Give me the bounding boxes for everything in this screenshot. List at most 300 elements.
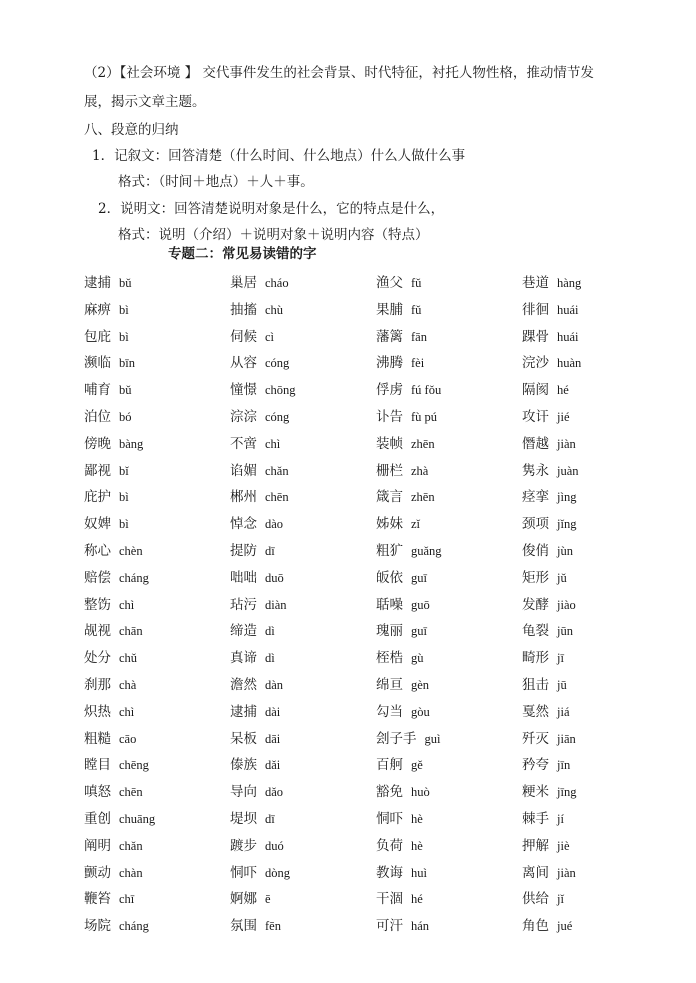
word-entry [522,781,644,808]
word-pinyin: cháng [119,570,149,585]
word-pinyin: fù pú [411,409,438,424]
word-pinyin: fèi [411,356,425,371]
word-pinyin: jǐ [557,892,564,907]
word-entry [522,567,644,594]
word-pinyin: chǔ [119,651,138,666]
word-text: 藩篱 [376,328,403,345]
word-pinyin: chēn [119,785,143,800]
word-pinyin: hè [411,838,423,853]
word-text: 箴言 [376,489,403,506]
word-entry [230,620,376,647]
word-entry [84,299,230,326]
word-pinyin: jué [557,919,573,934]
word-entry [522,915,644,942]
word-text: 矜夸 [522,757,549,774]
word-entry [84,352,230,379]
word-pinyin: guì [424,731,441,746]
word-text: 负荷 [376,837,403,854]
word-entry [522,460,644,487]
word-pinyin: jié [557,409,570,424]
word-text: 鞭笞 [84,891,111,908]
word-text: 供给 [522,891,549,908]
word-pinyin: dài [265,704,281,719]
narrative-item: 1．记叙文：回答清楚（什么时间、什么地点）什么人做什么事 [92,148,466,164]
word-text: 渔父 [376,275,403,291]
word-text: 整饬 [84,596,111,613]
word-pinyin: gě [411,758,423,773]
word-pinyin: dàn [265,677,284,692]
word-entry [522,272,644,299]
word-text: 颈项 [522,516,549,533]
expository-item: 2．说明文：回答清楚说明对象是什么，它的特点是什么， [98,201,445,217]
word-entry [230,862,376,889]
word-pinyin: bì [119,490,129,505]
word-entry [376,915,522,942]
word-pinyin: dī [265,811,275,826]
word-entry [376,540,522,567]
word-text: 抽搐 [230,301,257,318]
word-text: 傍晚 [84,435,111,452]
word-text: 瑰丽 [376,623,403,640]
word-entry [522,513,644,540]
word-text: 踱步 [230,837,257,854]
word-text: 戛然 [522,703,549,720]
word-pinyin: zǐ [411,517,421,532]
word-text: 粗犷 [376,542,403,559]
word-pinyin: chēn [265,490,289,505]
word-pinyin: jī [557,651,564,666]
word-pinyin: hè [411,811,423,826]
word-entry [230,540,376,567]
word-entry [230,326,376,353]
word-text: 麻痹 [84,301,111,318]
word-pinyin: huàn [557,356,582,371]
word-entry [376,647,522,674]
word-entry [84,272,230,299]
word-text: 濒临 [84,355,111,372]
word-entry [230,594,376,621]
word-entry [522,433,644,460]
word-entry [230,567,376,594]
word-text: 徘徊 [522,301,549,318]
word-text: 讣告 [376,408,403,425]
word-pinyin: bīn [119,356,135,371]
word-pinyin: gèn [411,677,430,692]
word-text: 伺候 [230,328,257,345]
word-text: 恫吓 [230,864,257,881]
word-text: 鄙视 [84,462,111,479]
word-text: 傣族 [230,757,257,774]
word-entry [230,728,376,755]
word-entry [376,486,522,513]
word-pinyin: fǔ [411,302,422,317]
word-pinyin: diàn [265,597,287,612]
word-entry [522,299,644,326]
word-entry [522,352,644,379]
word-text: 矩形 [522,569,549,586]
word-pinyin: bì [119,302,129,317]
word-text: 重创 [84,810,111,827]
word-entry [84,567,230,594]
word-text: 俘虏 [376,382,403,399]
word-pinyin: chèn [119,543,143,558]
word-text: 婀娜 [230,891,257,908]
word-text: 姊妹 [376,516,403,533]
word-entry [230,299,376,326]
word-text: 颤动 [84,864,111,881]
word-entry [522,862,644,889]
word-text: 痉挛 [522,489,549,506]
word-text: 狙击 [522,676,549,693]
word-pinyin: chì [119,704,135,719]
word-entry [376,352,522,379]
word-pinyin: chì [119,597,135,612]
word-pinyin: jí [557,811,564,826]
word-text: 不啻 [230,435,257,452]
word-text: 炽热 [84,703,111,720]
word-text: 嗔怒 [84,784,111,801]
word-entry [84,620,230,647]
word-pinyin: guǎng [411,543,442,558]
word-text: 粗糙 [84,730,111,747]
word-text: 僭越 [522,435,549,452]
word-text: 咄咄 [230,569,257,586]
word-entry [376,674,522,701]
word-entry [230,486,376,513]
word-entry [84,888,230,915]
word-entry [522,835,644,862]
word-text: 角色 [522,918,549,935]
word-entry [84,728,230,755]
word-pinyin: dì [265,651,275,666]
word-entry [230,781,376,808]
word-text: 龟裂 [522,623,549,640]
word-entry [376,728,522,755]
word-text: 导向 [230,784,257,801]
word-entry [522,647,644,674]
word-pinyin: jiè [557,838,570,853]
word-text: 澹然 [230,676,257,693]
word-entry [230,647,376,674]
expository-format: 格式：说明（介绍）＋说明对象＋说明内容（特点） [118,227,429,243]
word-text: 百舸 [376,757,403,774]
word-text: 发酵 [522,596,549,613]
word-pinyin: chuāng [119,811,156,826]
word-entry [376,620,522,647]
word-pinyin: guī [411,624,427,639]
word-entry [230,754,376,781]
word-pinyin: chī [119,892,135,907]
word-text: 押解 [522,837,549,854]
word-pinyin: jīn [557,758,571,773]
word-entry [230,674,376,701]
word-text: 场院 [84,918,111,935]
word-pinyin: bàng [119,436,144,451]
word-pinyin: jùn [557,543,573,558]
word-entry [230,379,376,406]
word-entry [522,754,644,781]
word-text: 刹那 [84,676,111,693]
word-text: 踝骨 [522,328,549,345]
word-text: 装帧 [376,435,403,452]
word-text: 豁免 [376,784,403,801]
word-entry [376,835,522,862]
word-entry [522,486,644,513]
word-pinyin: ē [265,892,271,907]
word-entry [522,888,644,915]
word-pinyin: jiàn [557,436,576,451]
word-entry [230,433,376,460]
word-text: 巢居 [230,275,257,291]
word-pinyin: cháo [265,276,289,290]
word-entry [522,326,644,353]
word-text: 皈依 [376,569,403,586]
word-text: 攻讦 [522,408,549,425]
word-text: 庇护 [84,489,111,506]
word-entry [230,272,376,299]
word-entry [84,674,230,701]
intro-line-2: 展，揭示文章主题。 [84,94,206,110]
word-entry [84,862,230,889]
word-entry [522,540,644,567]
word-pinyin: dòng [265,865,290,880]
word-pinyin: dào [265,517,284,532]
word-text: 觇视 [84,623,111,640]
word-pinyin: hé [557,383,569,398]
section-heading: 八、段意的归纳 [84,122,179,138]
word-entry [376,513,522,540]
word-entry [376,594,522,621]
word-entry [376,808,522,835]
word-text: 淙淙 [230,408,257,425]
word-text: 可汗 [376,918,403,935]
word-text: 棘手 [522,810,549,827]
word-text: 栅栏 [376,462,403,479]
word-entry [230,808,376,835]
word-pinyin: hàng [557,276,582,290]
word-text: 俊俏 [522,542,549,559]
word-pinyin: huò [411,785,430,800]
word-pinyin: jīng [557,785,577,800]
intro-line-1: （2）【社会环境 】 交代事件发生的社会背景、时代特征，衬托人物性格，推动情节发 [84,65,594,81]
word-pinyin: fǔ [411,276,422,290]
word-entry [84,701,230,728]
word-pinyin: cì [265,329,275,344]
word-text: 憧憬 [230,382,257,399]
word-pinyin: juàn [557,463,579,478]
word-entry [522,379,644,406]
word-text: 歼灭 [522,730,549,747]
word-text: 提防 [230,542,257,559]
word-text: 谄媚 [230,462,257,479]
word-pinyin: chōng [265,383,296,398]
word-pinyin: hán [411,919,430,934]
word-text: 离间 [522,864,549,881]
word-text: 果脯 [376,301,403,318]
word-pinyin: bó [119,409,132,424]
word-text: 氛围 [230,918,257,935]
word-pinyin: bì [119,329,129,344]
word-pinyin: chàn [119,865,143,880]
word-pinyin: bǔ [119,276,132,290]
word-pinyin: jū [557,677,567,692]
word-pinyin: fēn [265,919,281,934]
word-pinyin: jiān [557,731,576,746]
word-text: 缔造 [230,623,257,640]
word-entry [230,915,376,942]
word-text: 赔偿 [84,569,111,586]
word-text: 悼念 [230,516,257,533]
word-entry [84,647,230,674]
word-entry [376,272,522,299]
word-entry [522,674,644,701]
word-pinyin: chù [265,302,284,317]
word-entry [376,326,522,353]
word-pinyin: fān [411,329,427,344]
word-entry [84,754,230,781]
word-text: 恫吓 [376,810,403,827]
word-text: 巷道 [522,275,549,291]
narrative-format: 格式：（时间＋地点）＋人＋事。 [118,174,314,190]
word-entry [230,701,376,728]
word-entry [84,808,230,835]
word-entry [230,513,376,540]
word-text: 阐明 [84,837,111,854]
word-pinyin: huái [557,329,579,344]
word-text: 绵亘 [376,676,403,693]
word-entry [230,888,376,915]
word-pinyin: zhēn [411,490,435,505]
word-pinyin: zhēn [411,436,435,451]
word-pinyin: cháng [119,919,149,934]
word-text: 桎梏 [376,650,403,667]
word-pinyin: dāi [265,731,281,746]
word-text: 呆板 [230,730,257,747]
word-entry [376,379,522,406]
word-pinyin: huì [411,865,427,880]
word-text: 哺育 [84,382,111,399]
word-pinyin: jiào [557,597,576,612]
word-entry [84,915,230,942]
word-text: 沸腾 [376,355,403,372]
word-entry [84,781,230,808]
word-text: 玷污 [230,596,257,613]
word-text: 畸形 [522,650,549,667]
word-entry [84,486,230,513]
word-entry [522,594,644,621]
word-entry [230,352,376,379]
word-entry [376,701,522,728]
word-entry [376,888,522,915]
word-entry [230,406,376,433]
word-pinyin: chǎn [265,463,289,478]
word-entry [522,701,644,728]
topic-title: 专题二：常见易读错的字 [168,246,317,262]
word-pinyin: jūn [557,624,573,639]
word-pinyin: guī [411,570,427,585]
word-entry [522,728,644,755]
word-entry [376,433,522,460]
word-pinyin: fú fǒu [411,383,442,398]
word-text: 从容 [230,355,257,372]
word-entry [376,781,522,808]
word-text: 勾当 [376,703,403,720]
word-pinyin: duō [265,570,284,585]
word-pinyin: chān [119,624,143,639]
word-entry [376,862,522,889]
word-pinyin: zhà [411,463,429,478]
word-pinyin: guō [411,597,430,612]
word-entry [376,460,522,487]
word-pinyin: gòu [411,704,430,719]
word-pinyin: hé [411,892,423,907]
word-entry [84,540,230,567]
word-pinyin: cóng [265,356,290,371]
word-entry [84,406,230,433]
word-pinyin: dì [265,624,275,639]
word-entry [84,594,230,621]
word-text: 处分 [84,650,111,667]
word-pinyin: dǎi [265,758,281,773]
word-text: 教诲 [376,864,403,881]
word-text: 堤坝 [230,810,257,827]
word-pinyin: cāo [119,731,137,746]
word-pinyin: chì [265,436,281,451]
word-text: 称心 [84,542,111,559]
word-pinyin: cóng [265,409,290,424]
word-pinyin: jǔ [557,570,567,585]
word-text: 瞠目 [84,757,111,774]
word-text: 泊位 [84,408,111,425]
word-text: 郴州 [230,489,257,506]
word-text: 奴婢 [84,516,111,533]
word-text: 干涸 [376,891,403,908]
word-pinyin: jǐng [557,517,577,532]
word-entry [376,406,522,433]
word-entry [84,835,230,862]
word-entry [230,835,376,862]
word-entry [84,513,230,540]
word-entry [522,808,644,835]
word-entry [84,460,230,487]
word-pinyin: bǔ [119,383,132,398]
word-pinyin: duó [265,838,284,853]
word-pinyin: jiàn [557,865,576,880]
word-text: 粳米 [522,784,549,801]
word-entry [522,620,644,647]
word-text: 真谛 [230,650,257,667]
word-pinyin: bǐ [119,463,129,478]
word-text: 隽永 [522,462,549,479]
word-pronunciation-grid [84,272,644,942]
word-pinyin: gù [411,651,424,666]
word-pinyin: chǎn [119,838,143,853]
word-text: 逮捕 [230,703,257,720]
word-entry [376,299,522,326]
word-text: 聒噪 [376,596,403,613]
word-entry [376,567,522,594]
word-entry [230,460,376,487]
word-pinyin: bì [119,517,129,532]
word-pinyin: jiá [557,704,570,719]
word-text: 刽子手 [376,730,417,747]
word-text: 隔阂 [522,382,549,399]
word-entry [522,406,644,433]
word-pinyin: huái [557,302,579,317]
word-pinyin: dǎo [265,785,284,800]
word-entry [84,379,230,406]
word-entry [376,754,522,781]
